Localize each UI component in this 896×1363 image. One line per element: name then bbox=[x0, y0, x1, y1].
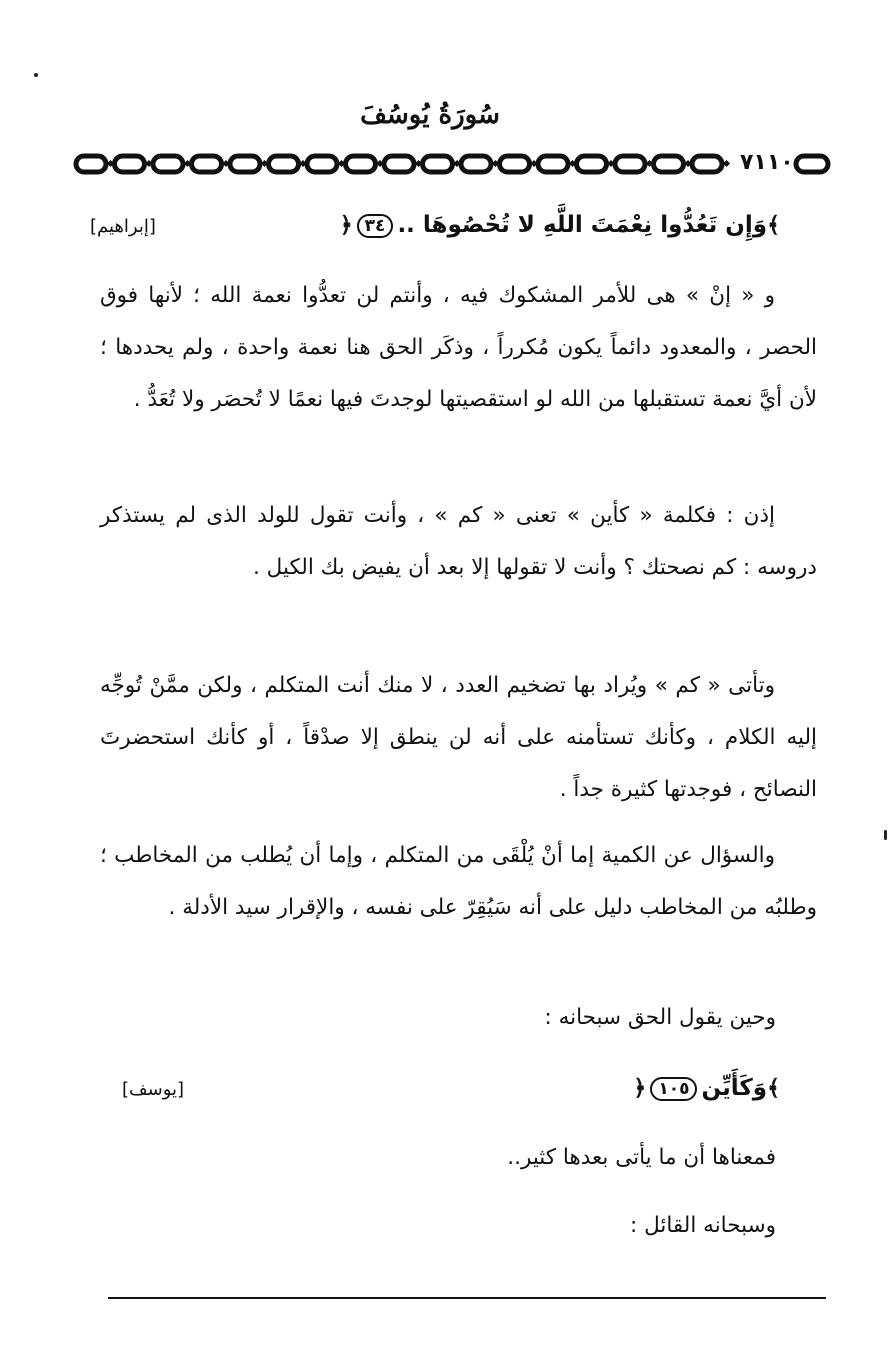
verse-text-line bbox=[633, 1075, 780, 1101]
verse-close-bracket: ﴿ bbox=[633, 1076, 647, 1101]
intro-line: وحين يقول الحق سبحانه : bbox=[544, 1005, 776, 1030]
scan-speck bbox=[884, 830, 887, 840]
paragraph-1 bbox=[100, 270, 817, 426]
scan-speck bbox=[34, 73, 38, 77]
paragraph-text: و « إنْ » هى للأمر المشكوك فيه ، وأنتم لن تعدُّوا نعمة الله ؛ لأنها فوق الحصر ، والمعدود دائماً يكون مُكرراً ، وذكَر الحق هنا نعمة واحدة ، ولم يحددها ؛ لأن أيَّ نعمة تستقبلها من الله لو استقصيتها لوجدتَ فيها نعمًا لا تُحصَر ولا تُعَدُّ . bbox=[100, 283, 817, 412]
quran-verse-yusuf bbox=[110, 1075, 780, 1115]
chain-link bbox=[230, 156, 260, 172]
page-number: ٧١١٠ bbox=[740, 150, 794, 175]
footnote-divider bbox=[108, 1297, 826, 1299]
chain-link bbox=[577, 156, 607, 172]
meaning-line: فمعناها أن ما يأتى بعدها كثير.. bbox=[507, 1145, 776, 1170]
verse-number: ١٠٥ bbox=[650, 1077, 697, 1101]
surah-reference: [يوسف] bbox=[122, 1079, 185, 1100]
quran-verse-ibrahim bbox=[90, 212, 780, 252]
verse-close-bracket: ﴿ bbox=[339, 213, 353, 238]
chain-link bbox=[269, 156, 299, 172]
paragraph-2 bbox=[100, 490, 817, 594]
chain-link bbox=[153, 156, 183, 172]
paragraph-text: إذن : فكلمة « كأين » تعنى « كم » ، وأنت تقول للولد الذى لم يستذكر دروسه : كم نصحتك ؟ وأنت لا تقولها إلا بعد أن يفيض بك الكيل . bbox=[100, 503, 817, 580]
ornamental-border bbox=[72, 150, 832, 178]
chain-link bbox=[115, 156, 145, 172]
chain-end-link bbox=[796, 156, 828, 172]
chain-link bbox=[692, 156, 722, 172]
verse-text-line bbox=[340, 212, 780, 238]
verse-open-bracket: ﴾ bbox=[767, 213, 780, 238]
verse-number: ٣٤ bbox=[357, 214, 394, 238]
paragraph-4 bbox=[100, 830, 817, 934]
surah-reference: [إبراهيم] bbox=[90, 216, 156, 237]
chain-link bbox=[461, 156, 491, 172]
chain-link bbox=[346, 156, 376, 172]
closing-line: وسبحانه القائل : bbox=[630, 1213, 776, 1238]
chain-link bbox=[192, 156, 222, 172]
verse-text: وَإِن تَعُدُّوا نِعْمَتَ اللَّهِ لا تُحْصُوهَا .. bbox=[397, 212, 768, 238]
chain-link bbox=[307, 156, 337, 172]
chain-link bbox=[500, 156, 530, 172]
chain-link bbox=[615, 156, 645, 172]
verse-open-bracket: ﴾ bbox=[767, 1076, 780, 1101]
verse-text: وَكَأَيِّن bbox=[701, 1075, 768, 1101]
surah-title: سُورَةُ يُوسُفَ bbox=[360, 100, 500, 130]
chain-link bbox=[423, 156, 453, 172]
paragraph-3 bbox=[100, 660, 817, 816]
paragraph-text: والسؤال عن الكمية إما أنْ يُلْقَى من المتكلم ، وإما أن يُطلب من المخاطب ؛ وطلبُه من المخاطب دليل على أنه سَيُقِرّ على نفسه ، والإقرار سيد الأدلة . bbox=[100, 843, 817, 920]
chain-link bbox=[654, 156, 684, 172]
chain-link bbox=[76, 156, 106, 172]
chain-link bbox=[384, 156, 414, 172]
paragraph-text: وتأتى « كم » ويُراد بها تضخيم العدد ، لا منك أنت المتكلم ، ولكن ممَّنْ تُوجِّه إليه الكلام ، وكأنك تستأمنه على أنه لن ينطق إلا صدْقاً ، أو كأنك استحضرتَ النصائح ، فوجدتها كثيرة جداً . bbox=[100, 673, 817, 802]
chain-link bbox=[538, 156, 568, 172]
